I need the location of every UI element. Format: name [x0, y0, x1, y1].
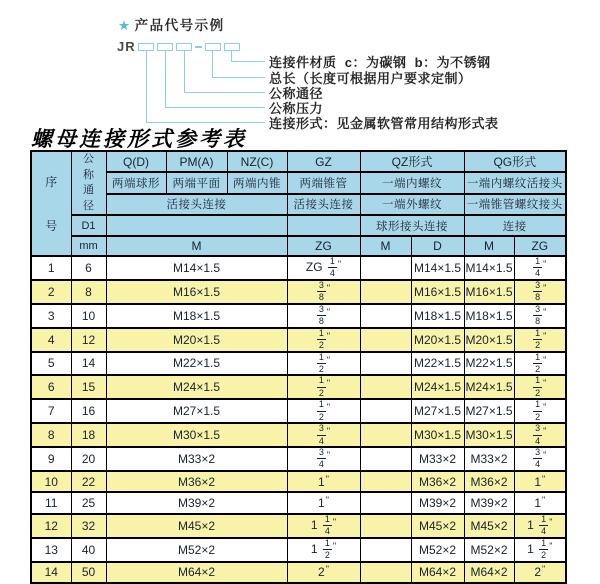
m-cell: M24×1.5 — [106, 375, 287, 399]
gz-cell: $\frac{3}{4}$ " — [287, 423, 360, 447]
qz-m-cell — [360, 256, 411, 280]
qz-d-cell: M52×2 — [411, 538, 464, 562]
qg-m-cell: M64×2 — [464, 562, 514, 584]
qz-d-cell: M45×2 — [411, 514, 464, 538]
label-nominal-diameter: 公称通径 — [269, 86, 324, 101]
m-cell: M33×2 — [106, 447, 287, 471]
gz-cell: 1 $\frac{1}{2}$ " — [287, 538, 360, 562]
table-row — [31, 375, 566, 399]
qg-zg-cell: $\frac{1}{2}$ " — [514, 399, 566, 423]
qz-d-cell: M14×1.5 — [411, 256, 464, 280]
code-prefix: JR — [117, 39, 136, 54]
qg-m-cell: M36×2 — [464, 471, 514, 493]
dn-cell: 10 — [71, 304, 106, 328]
m-cell: M39×2 — [106, 492, 287, 514]
header-m-unit: M — [106, 236, 287, 256]
dn-cell: 6 — [71, 256, 106, 280]
table-row — [31, 352, 566, 376]
table-row — [31, 492, 566, 514]
gz-cell: ZG $\frac{1}{4}$ " — [287, 256, 360, 280]
gz-cell: 1" — [287, 492, 360, 514]
header-gz-conn: 活接头连接 — [287, 194, 360, 215]
m-cell: M52×2 — [106, 538, 287, 562]
header-qg-desc2: 一端锥管螺纹接头 — [464, 194, 566, 215]
qz-m-cell — [360, 280, 411, 304]
qg-m-cell: M18×1.5 — [464, 304, 514, 328]
seq-cell: 14 — [31, 562, 71, 584]
seq-cell: 11 — [31, 492, 71, 514]
header-empty-gz — [287, 215, 360, 236]
qg-zg-cell: $\frac{3}{4}$ " — [514, 423, 566, 447]
header-pm-code: PM(A) — [166, 151, 227, 172]
qg-zg-cell: $\frac{3}{8}$ " — [514, 280, 566, 304]
seq-cell: 4 — [31, 328, 71, 352]
qg-zg-cell: 1" — [514, 492, 566, 514]
qz-d-cell: M20×1.5 — [411, 328, 464, 352]
qg-zg-cell: 1" — [514, 471, 566, 493]
m-cell: M64×2 — [106, 562, 287, 584]
m-cell: M30×1.5 — [106, 423, 287, 447]
qg-zg-cell: $\frac{1}{2}$ " — [514, 375, 566, 399]
qz-d-cell: M18×1.5 — [411, 304, 464, 328]
dn-cell: 18 — [71, 423, 106, 447]
diagram-title-text: 产品代号示例 — [134, 18, 225, 33]
qg-zg-cell: 1 $\frac{1}{4}$ " — [514, 514, 566, 538]
qg-m-cell: M30×1.5 — [464, 423, 514, 447]
header-gz-code: GZ — [287, 151, 360, 172]
header-seq — [31, 151, 71, 256]
leader-line-5 — [146, 51, 265, 123]
m-cell: M14×1.5 — [106, 256, 287, 280]
header-qg-code: QG形式 — [464, 151, 566, 172]
seq-cell: 8 — [31, 423, 71, 447]
dn-cell: 20 — [71, 447, 106, 471]
header-d1: D1 — [71, 215, 106, 236]
qz-d-cell: M36×2 — [411, 471, 464, 493]
dn-cell: 32 — [71, 514, 106, 538]
dn-cell: 12 — [71, 328, 106, 352]
qz-d-cell: M39×2 — [411, 492, 464, 514]
table-body — [31, 256, 566, 583]
m-cell: M16×1.5 — [106, 280, 287, 304]
qg-m-cell: M20×1.5 — [464, 328, 514, 352]
seq-cell: 3 — [31, 304, 71, 328]
header-seq-text: 序号 — [45, 174, 58, 233]
code-box-4 — [205, 43, 221, 51]
qg-zg-cell: $\frac{1}{2}$ " — [514, 328, 566, 352]
qz-m-cell — [360, 447, 411, 471]
qg-m-cell: M14×1.5 — [464, 256, 514, 280]
m-cell: M20×1.5 — [106, 328, 287, 352]
header-qd-desc: 两端球形 — [106, 172, 166, 193]
gz-cell: 1" — [287, 471, 360, 493]
nut-connection-table — [30, 150, 567, 584]
gz-cell: 1 $\frac{1}{4}$ " — [287, 514, 360, 538]
table-row — [31, 328, 566, 352]
dn-cell: 16 — [71, 399, 106, 423]
qz-d-cell: M16×1.5 — [411, 280, 464, 304]
table-row — [31, 514, 566, 538]
header-qg-unit2: ZG — [514, 236, 566, 256]
gz-cell: $\frac{3}{8}$ " — [287, 304, 360, 328]
m-cell: M36×2 — [106, 471, 287, 493]
code-box-1 — [138, 43, 154, 51]
dn-cell: 22 — [71, 471, 106, 493]
header-dn-text: 公称通径 — [83, 153, 94, 212]
qg-m-cell: M16×1.5 — [464, 280, 514, 304]
table-row — [31, 280, 566, 304]
table-row — [31, 399, 566, 423]
code-dash — [195, 46, 202, 48]
qz-m-cell — [360, 471, 411, 493]
header-mm: mm — [71, 236, 106, 256]
table-row — [31, 538, 566, 562]
qz-d-cell: M64×2 — [411, 562, 464, 584]
seq-cell: 7 — [31, 399, 71, 423]
qg-m-cell: M39×2 — [464, 492, 514, 514]
label-total-length: 总长（长度可根据用户要求定制） — [269, 71, 472, 86]
qg-zg-cell: $\frac{3}{8}$ " — [514, 304, 566, 328]
header-qz-code: QZ形式 — [360, 151, 464, 172]
table-row — [31, 423, 566, 447]
header-qg-unit1: M — [464, 236, 514, 256]
header-qg-conn: 连接 — [464, 215, 566, 236]
table-row — [31, 447, 566, 471]
qz-m-cell — [360, 562, 411, 584]
qg-zg-cell: $\frac{1}{4}$ " — [514, 256, 566, 280]
header-gz-desc: 两端锥管 — [287, 172, 360, 193]
header-qd-code: Q(D) — [106, 151, 166, 172]
code-box-2 — [157, 43, 173, 51]
gz-cell: $\frac{1}{2}$ " — [287, 375, 360, 399]
m-cell: M27×1.5 — [106, 399, 287, 423]
seq-cell: 13 — [31, 538, 71, 562]
seq-cell: 12 — [31, 514, 71, 538]
dn-cell: 8 — [71, 280, 106, 304]
gz-cell: 2" — [287, 562, 360, 584]
qg-m-cell: M22×1.5 — [464, 352, 514, 376]
gz-cell: $\frac{1}{2}$ " — [287, 352, 360, 376]
gz-cell: $\frac{1}{2}$ " — [287, 328, 360, 352]
label-nominal-pressure: 公称压力 — [269, 101, 324, 116]
qg-m-cell: M24×1.5 — [464, 375, 514, 399]
diagram-title — [118, 14, 225, 34]
seq-cell: 1 — [31, 256, 71, 280]
qz-m-cell — [360, 304, 411, 328]
dn-cell: 50 — [71, 562, 106, 584]
seq-cell: 9 — [31, 447, 71, 471]
qz-m-cell — [360, 538, 411, 562]
code-box-3 — [176, 43, 192, 51]
label-connection-form: 连接形式：见金属软管常用结构形式表 — [269, 116, 499, 131]
qz-m-cell — [360, 328, 411, 352]
star-icon: ★ — [118, 18, 132, 33]
gz-cell: $\frac{1}{2}$ " — [287, 399, 360, 423]
header-qz-conn: 球形接头连接 — [360, 215, 464, 236]
header-pm-desc: 两端平面 — [166, 172, 227, 193]
gz-cell: $\frac{3}{8}$ " — [287, 280, 360, 304]
header-qz-desc1: 一端内螺纹 — [360, 172, 464, 193]
qg-zg-cell: 1 $\frac{1}{2}$ " — [514, 538, 566, 562]
m-cell: M45×2 — [106, 514, 287, 538]
qz-m-cell — [360, 514, 411, 538]
gz-cell: $\frac{3}{4}$ " — [287, 447, 360, 471]
header-qz-unit1: M — [360, 236, 411, 256]
qz-d-cell: M30×1.5 — [411, 423, 464, 447]
dn-cell: 25 — [71, 492, 106, 514]
header-qg-desc1: 一端内螺纹活接头 — [464, 172, 566, 193]
qz-d-cell: M27×1.5 — [411, 399, 464, 423]
qg-zg-cell: $\frac{1}{2}$ " — [514, 352, 566, 376]
table-row — [31, 304, 566, 328]
qz-d-cell: M22×1.5 — [411, 352, 464, 376]
header-gz-unit: ZG — [287, 236, 360, 256]
header-nz-desc: 两端内锥 — [227, 172, 287, 193]
header-empty-m — [106, 215, 287, 236]
seq-cell: 2 — [31, 280, 71, 304]
table-title: 螺母连接形式参考表 — [31, 127, 247, 151]
qg-m-cell: M45×2 — [464, 514, 514, 538]
code-box-5 — [224, 43, 240, 51]
qz-m-cell — [360, 375, 411, 399]
m-cell: M22×1.5 — [106, 352, 287, 376]
label-material: 连接件材质 c：为碳钢 b：为不锈钢 — [269, 55, 491, 70]
header-qz-desc2: 一端外螺纹 — [360, 194, 464, 215]
qg-zg-cell: 2" — [514, 562, 566, 584]
dn-cell: 14 — [71, 352, 106, 376]
qz-m-cell — [360, 352, 411, 376]
qz-m-cell — [360, 423, 411, 447]
seq-cell: 5 — [31, 352, 71, 376]
table-row — [31, 471, 566, 493]
qz-m-cell — [360, 399, 411, 423]
m-cell: M18×1.5 — [106, 304, 287, 328]
header-dn — [71, 151, 106, 215]
dn-cell: 40 — [71, 538, 106, 562]
qg-zg-cell: $\frac{3}{4}$ " — [514, 447, 566, 471]
qg-m-cell: M52×2 — [464, 538, 514, 562]
table-row — [31, 256, 566, 280]
seq-cell: 6 — [31, 375, 71, 399]
qz-m-cell — [360, 492, 411, 514]
dn-cell: 15 — [71, 375, 106, 399]
header-nz-code: NZ(C) — [227, 151, 287, 172]
header-m-conn: 活接头连接 — [106, 194, 287, 215]
table-row — [31, 562, 566, 584]
qz-d-cell: M33×2 — [411, 447, 464, 471]
header-qz-unit2: D — [411, 236, 464, 256]
qz-d-cell: M24×1.5 — [411, 375, 464, 399]
seq-cell: 10 — [31, 471, 71, 493]
qg-m-cell: M33×2 — [464, 447, 514, 471]
product-code-diagram — [0, 0, 600, 135]
qg-m-cell: M27×1.5 — [464, 399, 514, 423]
